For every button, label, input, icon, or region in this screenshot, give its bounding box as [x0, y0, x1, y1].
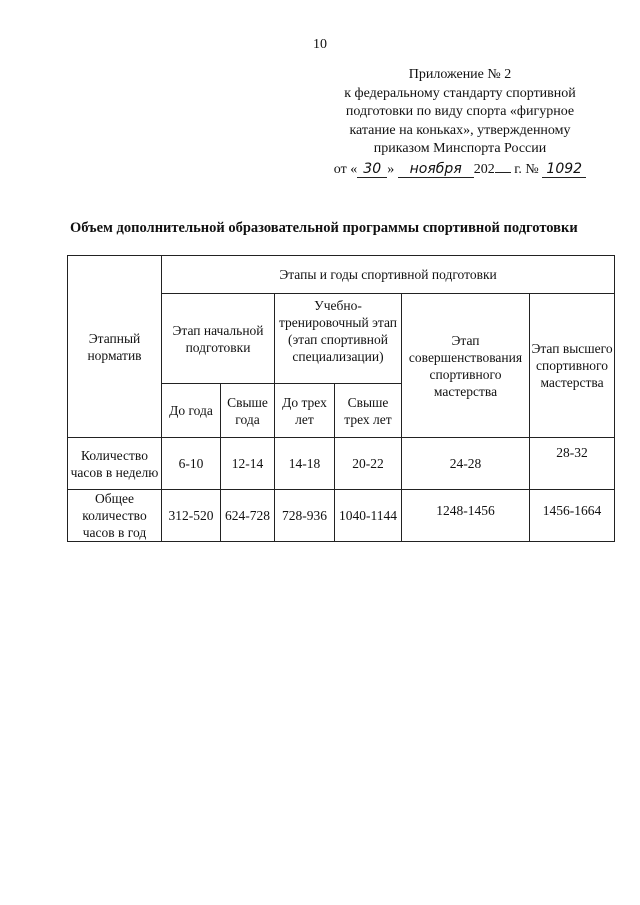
table-cell: 24-28	[402, 438, 530, 490]
appendix-order-date-line	[300, 159, 620, 180]
table-cell: 28-32	[530, 438, 615, 490]
appendix-line-standard: к федеральному стандарту спортивной	[344, 85, 576, 101]
row-label-hours-week: Количество часов в неделю	[68, 438, 162, 490]
header-stages-group: Этапы и годы спортивной подготовки	[162, 256, 615, 294]
appendix-line-order: приказом Минспорта России	[373, 141, 547, 156]
page-number: 10	[313, 37, 327, 52]
subheader-up-to-three-years: До трех лет	[275, 384, 335, 438]
row-label-hours-year: Общее количество часов в год	[68, 490, 162, 542]
order-year-suffix: г. №	[514, 161, 539, 177]
document-title: Объем дополнительной образовательной программы спортивной подготовки	[70, 220, 578, 236]
order-number-handwritten: 1092	[542, 162, 586, 178]
header-stage-initial: Этап начальной подготовки	[162, 294, 275, 384]
order-month-handwritten: ноября	[398, 162, 474, 178]
table-cell: 14-18	[275, 438, 335, 490]
order-day-handwritten: 30	[357, 162, 387, 178]
appendix-title: Приложение № 2	[408, 67, 512, 82]
header-stage-perfection: Этап совершенствования спортивного мастерства	[402, 294, 530, 438]
appendix-line-sport-name: катание на коньках», утвержденному	[349, 122, 571, 138]
appendix-header	[300, 66, 620, 179]
header-stage-training: Учебно-тренировочный этап (этап спортивной специализации)	[275, 294, 402, 384]
table-cell: 1456-1664	[530, 490, 615, 542]
table-cell: 12-14	[221, 438, 275, 490]
subheader-over-year: Свыше года	[221, 384, 275, 438]
table-cell: 1040-1144	[335, 490, 402, 542]
appendix-line-sport: подготовки по виду спорта «фигурное	[345, 104, 575, 119]
table-cell: 728-936	[275, 490, 335, 542]
table-row	[68, 438, 615, 490]
table-cell: 1248-1456	[402, 490, 530, 542]
order-year-blank	[495, 159, 511, 173]
hours-table	[67, 255, 615, 542]
table-cell: 624-728	[221, 490, 275, 542]
table-cell: 20-22	[335, 438, 402, 490]
table-row	[68, 490, 615, 542]
table-cell: 312-520	[162, 490, 221, 542]
header-norm-cell: Этапный норматив	[68, 256, 162, 438]
header-stage-higher: Этап высшего спортивного мастерства	[530, 294, 615, 438]
order-date-prefix: от «	[333, 161, 358, 177]
subheader-up-to-year: До года	[162, 384, 221, 438]
order-year: 202	[473, 161, 495, 177]
order-date-mid: »	[387, 161, 395, 177]
table-cell: 6-10	[162, 438, 221, 490]
subheader-over-three-years: Свыше трех лет	[335, 384, 402, 438]
